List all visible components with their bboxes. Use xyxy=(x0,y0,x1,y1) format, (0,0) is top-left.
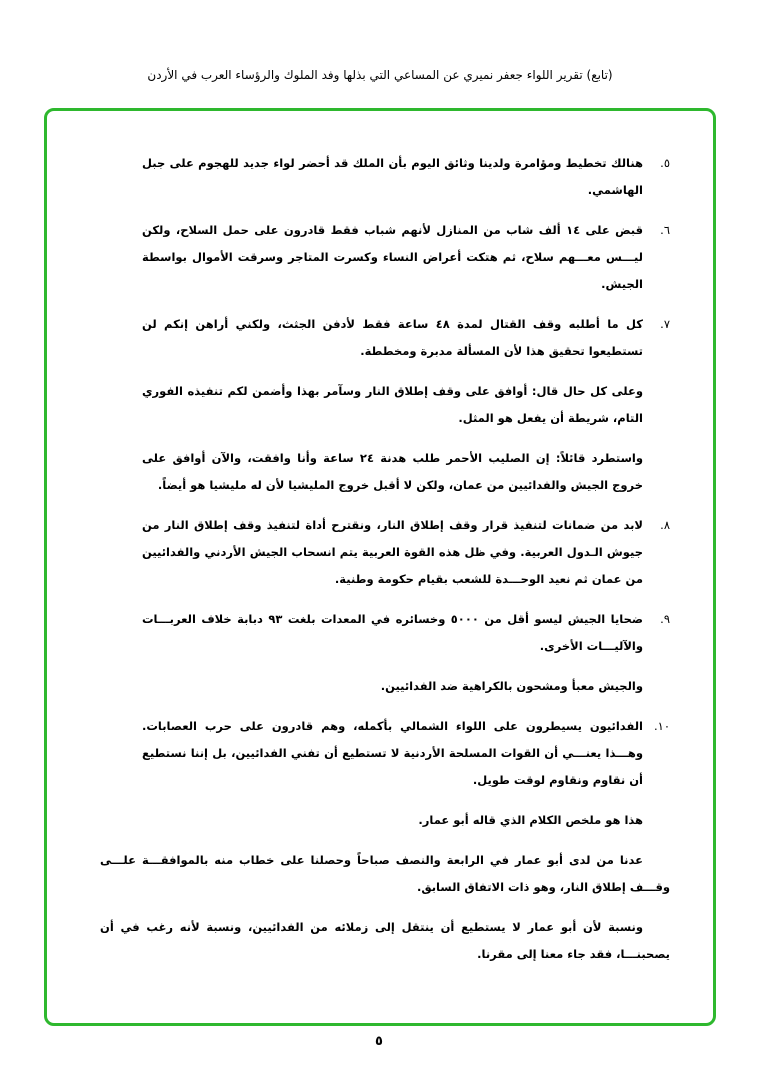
item-number: ١٠. xyxy=(653,719,670,733)
paragraph: وعلى كل حال قال: أوافق على وقف إطلاق النار وسآمر بهذا وأضمن لكم تنفيذه الفوري التام، شريطة أن يفعل هو المثل. xyxy=(142,384,643,425)
paragraph: والجيش معبأ ومشحون بالكراهية ضد الفدائيين. xyxy=(380,679,643,693)
paragraph: واستطرد قائلاً: إن الصليب الأحمر طلب هدنة ٢٤ ساعة وأنا وافقت، والآن أوافق على خروج الجيش والفدائيين من عمان، ولكن لا أقبل خروج المليشيا لأن له مليشيا هو أيضاً. xyxy=(142,451,643,492)
paragraph: ونسبة لأن أبو عمار لا يستطيع أن ينتقل إلى زملائه من الفدائيين، ونسبة لأنه رغب في أن يصحبنـــا، فقد جاء معنا إلى مقرنا. xyxy=(100,920,670,961)
list-item-5 xyxy=(100,150,670,204)
item-text: ضحايا الجيش ليسو أقل من ٥٠٠٠ وخسائره في المعدات بلغت ٩٣ دبابة خلاف العربـــات والآليـــات الأخرى. xyxy=(142,612,644,653)
item-number: ٦. xyxy=(660,223,670,237)
item-text: قبض على ١٤ ألف شاب من المنازل لأنهم شباب فقط قادرون على حمل السلاح، ولكن ليـــس معـــهم سلاح، ثم هتكت أعراض النساء وكسرت المتاجر وسرقت الأموال بواسطة الجيش. xyxy=(142,223,643,291)
page-number: ٥ xyxy=(375,1034,383,1049)
item-number: ٨. xyxy=(660,518,670,532)
item-number: ٧. xyxy=(660,317,670,331)
item-text: هنالك تخطيط ومؤامرة ولدينا وثائق اليوم بأن الملك قد أحضر لواء جديد للهجوم على جبل الهاشمي. xyxy=(142,156,643,197)
list-item-6 xyxy=(100,217,670,298)
document-body xyxy=(100,150,670,981)
item-text: الفدائيون يسيطرون على اللواء الشمالي بأكمله، وهم قادرون على حرب العصابات. وهـــذا يعنـــي أن القوات المسلحة الأردنية لا تستطيع أن تفني الفدائيين، بل إننا نستطيع أن نقاوم ونقاوم لوقت طويل. xyxy=(142,719,643,787)
list-item-10 xyxy=(100,713,670,794)
item-number: ٩. xyxy=(660,612,670,626)
document-header: (تابع) تقرير اللواء جعفر نميري عن المساعي التي بذلها وفد الملوك والرؤساء العرب في الأردن xyxy=(147,68,613,82)
list-item-9 xyxy=(100,606,670,660)
paragraph: عدنا من لدى أبو عمار في الرابعة والنصف صباحاً وحصلنا على خطاب منه بالموافقـــة علـــى وقـــف إطلاق النار، وهو ذات الاتفاق السابق. xyxy=(100,853,670,894)
list-item-7 xyxy=(100,311,670,365)
paragraph: هذا هو ملخص الكلام الذي قاله أبو عمار. xyxy=(418,813,643,827)
list-item-8 xyxy=(100,512,670,593)
item-text: كل ما أطلبه وقف القتال لمدة ٤٨ ساعة فقط لأدفن الجثث، ولكني أراهن إنكم لن تستطيعوا تحقيق هذا لأن المسألة مدبرة ومخططة. xyxy=(142,317,643,358)
item-number: ٥. xyxy=(660,156,670,170)
item-text: لابد من ضمانات لتنفيذ قرار وقف إطلاق النار، ونقترح أداة لتنفيذ وقف إطلاق النار من جيوش الـدول العربية. وفي ظل هذه القوة العربية يتم انسحاب الجيش الأردني والفدائيين من عمان ثم نعيد الوحـــدة للشعب بقيام حكومة وطنية. xyxy=(142,518,643,586)
